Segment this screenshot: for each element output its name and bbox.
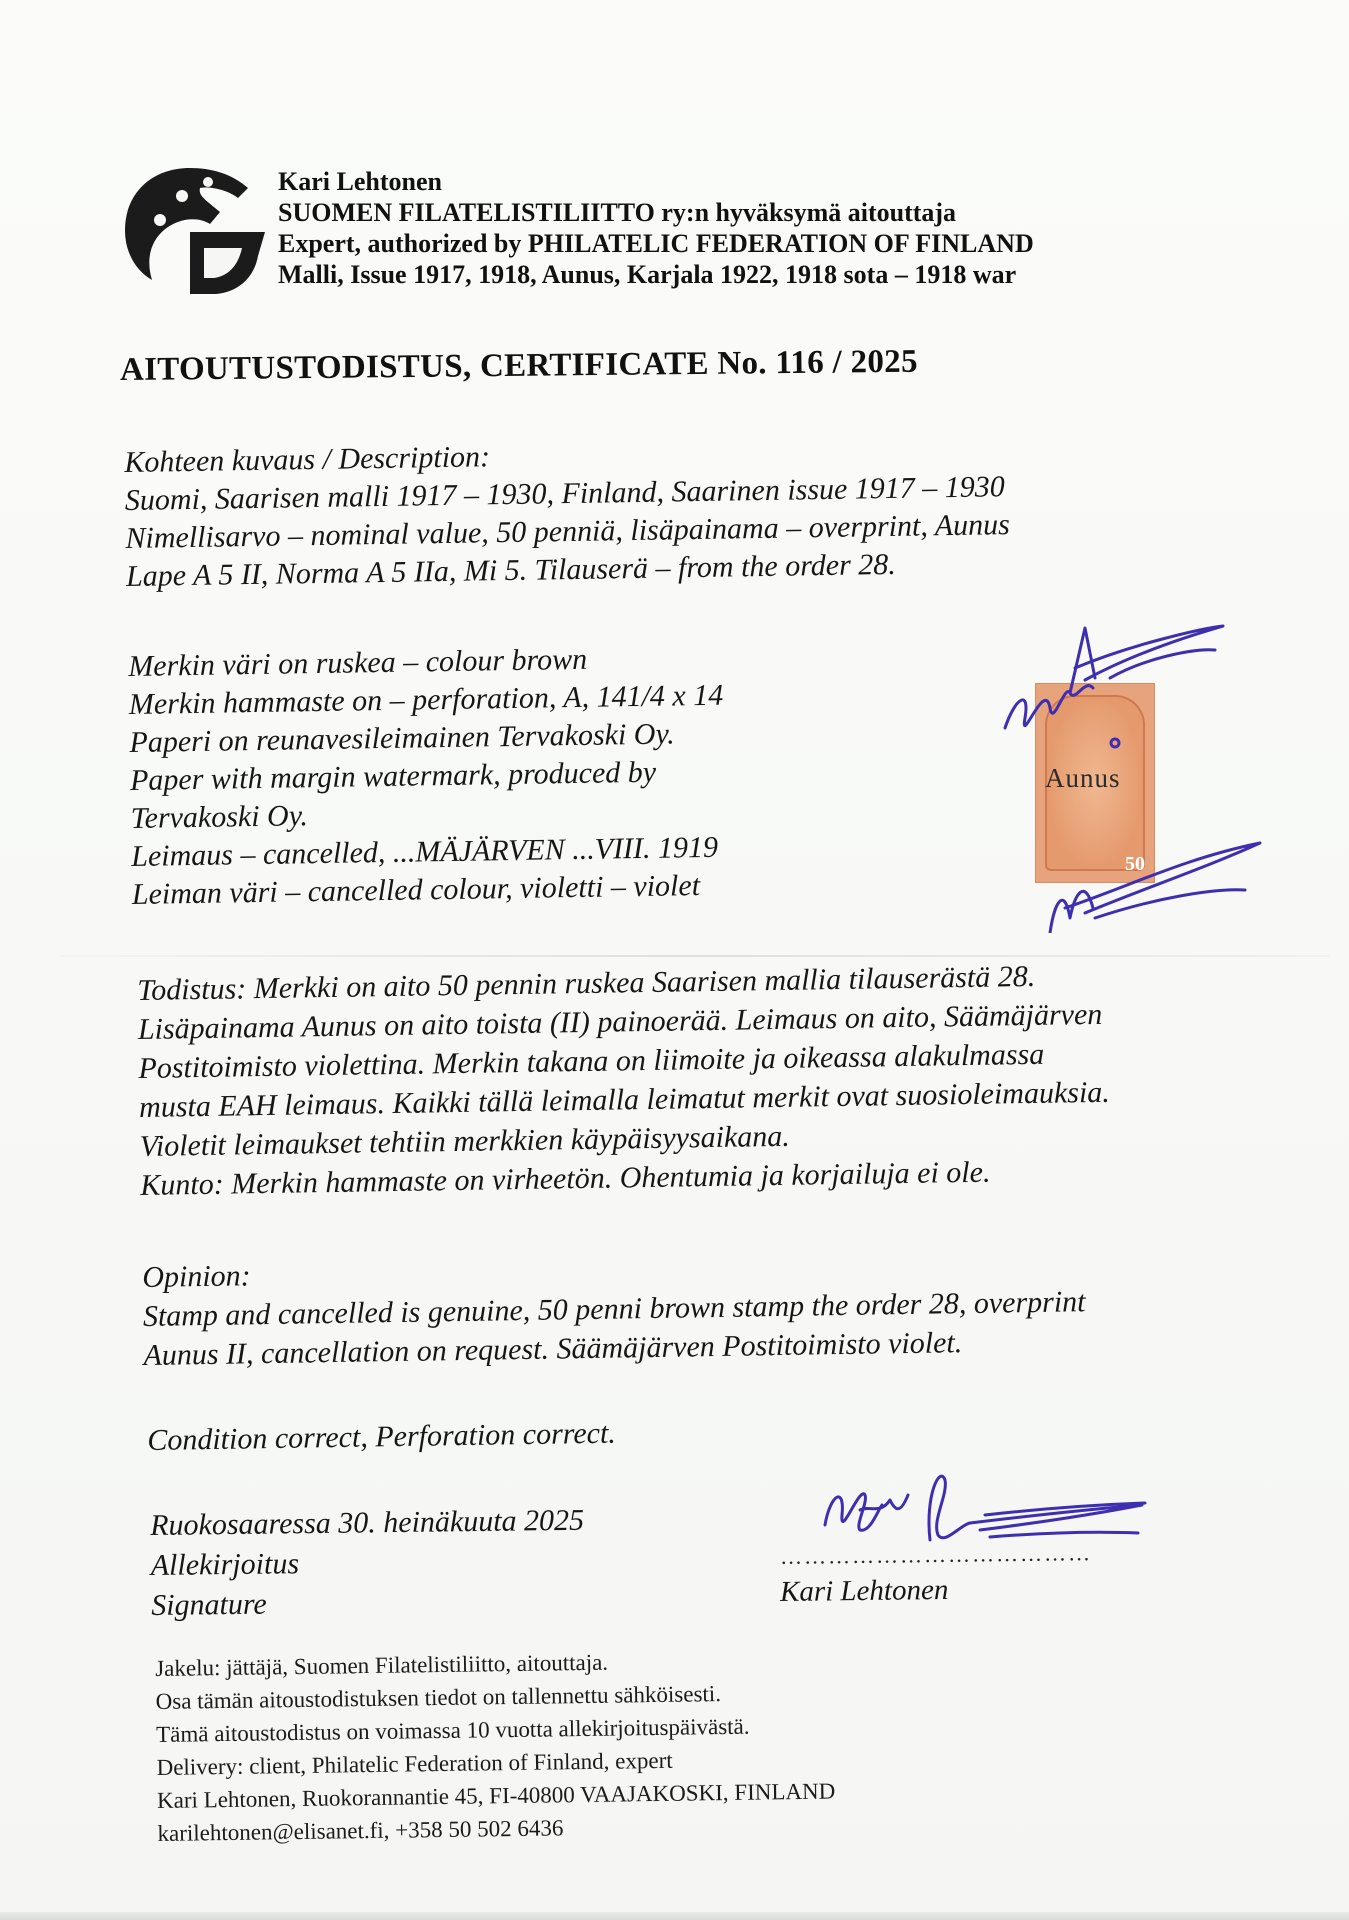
footer-line: Kari Lehtonen, Ruokorannantie 45, FI-40800 VAAJAKOSKI, FINLAND xyxy=(156,1778,836,1813)
header-line-1: SUOMEN FILATELISTILIITTO ry:n hyväksymä aitouttaja xyxy=(278,198,957,227)
stamp-detail-line: Tervakoski Oy. xyxy=(130,799,309,835)
stamp-overprint: Aunus xyxy=(1045,763,1121,793)
description-line: Kohteen kuvaus / Description: xyxy=(124,440,491,479)
description-line: Lape A 5 II, Norma A 5 IIa, Mi 5. Tilauserä – from the order 28. xyxy=(125,547,896,593)
todistus-line: Kunto: Merkin hammaste on virheetön. Ohentumia ja korjailuja ei ole. xyxy=(140,1155,991,1202)
header-block xyxy=(278,166,1034,290)
footer-line: Jakelu: jättäjä, Suomen Filatelistiliitto, aitouttaja. xyxy=(155,1649,609,1681)
header-line-3: Malli, Issue 1917, 1918, Aunus, Karjala 1922, 1918 sota – 1918 war xyxy=(278,260,1017,289)
stamp-image xyxy=(975,588,1275,933)
opinion-line: Stamp and cancelled is genuine, 50 penni brown stamp the order 28, overprint xyxy=(142,1285,1086,1333)
stamp-detail-line: Merkin väri on ruskea – colour brown xyxy=(128,642,588,683)
certificate-title: AITOUTUSTODISTUS, CERTIFICATE No. 116 / 2025 xyxy=(119,343,918,388)
signature-name: Kari Lehtonen xyxy=(779,1573,949,1609)
signature-line: ………………………………… xyxy=(779,1540,1093,1569)
footer-block xyxy=(155,1643,836,1850)
stamp-detail-line: Leimaus – cancelled, ...MÄJÄRVEN ...VIII. 1919 xyxy=(131,830,719,873)
description-line: Nimellisarvo – nominal value, 50 penniä, lisäpainama – overprint, Aunus xyxy=(125,508,1011,555)
signature-label-en: Signature xyxy=(151,1587,267,1622)
todistus-line: Postitoimisto violettina. Merkin takana on liimoite ja oikeassa alakulmassa xyxy=(138,1037,1045,1085)
todistus-line: Todistus: Merkki on aito 50 pennin ruskea Saarisen mallia tilauserästä 28. xyxy=(137,959,1036,1007)
condition-line: Condition correct, Perforation correct. xyxy=(147,1416,617,1457)
todistus-line: Lisäpainama Aunus on aito toista (II) painoerää. Leimaus on aito, Säämäjärven xyxy=(137,997,1103,1046)
stamp-detail-line: Merkin hammaste on – perforation, A, 141/4 x 14 xyxy=(128,678,724,721)
expert-name: Kari Lehtonen xyxy=(278,167,442,196)
paper-fold xyxy=(60,955,1329,957)
place-date-block xyxy=(150,1501,585,1626)
expert-mark-icon xyxy=(975,588,1275,933)
federation-logo xyxy=(120,160,270,300)
todistus-line: Violetit leimaukset tehtiin merkkien käypäisyysaikana. xyxy=(139,1119,791,1163)
place-date: Ruokosaaressa 30. heinäkuuta 2025 xyxy=(150,1503,585,1542)
signature-label-fi: Allekirjoitus xyxy=(150,1547,300,1582)
stamp-details-block xyxy=(128,639,726,914)
footer-line: Tämä aitoustodistus on voimassa 10 vuotta allekirjoituspäivästä. xyxy=(155,1713,750,1747)
handwritten-signature-icon xyxy=(820,1455,1150,1550)
opinion-line: Aunus II, cancellation on request. Säämäjärven Postitoimisto violet. xyxy=(143,1326,963,1372)
todistus-line: musta EAH leimaus. Kaikki tällä leimalla leimatut merkit ovat suosioleimauksia. xyxy=(138,1075,1111,1124)
description-block xyxy=(124,430,1011,596)
stamp-value: 50 xyxy=(1125,853,1145,875)
stamp-detail-line: Paper with margin watermark, produced by xyxy=(129,755,657,797)
paper-edge xyxy=(0,1912,1349,1920)
footer-line: Osa tämän aitoustodistuksen tiedot on tallennettu sähköisesti. xyxy=(155,1681,722,1714)
stamp-detail-line: Leiman väri – cancelled colour, violetti – violet xyxy=(131,869,701,911)
footer-contact: karilehtonen@elisanet.fi, +358 50 502 6436 xyxy=(157,1815,564,1846)
todistus-block xyxy=(137,956,1111,1205)
header-line-2: Expert, authorized by PHILATELIC FEDERATION OF FINLAND xyxy=(278,229,1034,258)
opinion-heading: Opinion: xyxy=(142,1259,251,1294)
description-line: Suomi, Saarisen malli 1917 – 1930, Finland, Saarinen issue 1917 – 1930 xyxy=(124,470,1006,517)
opinion-block xyxy=(142,1243,1086,1375)
footer-line: Delivery: client, Philatelic Federation of Finland, expert xyxy=(156,1747,673,1780)
stamp-detail-line: Paperi on reunavesileimainen Tervakoski Oy. xyxy=(129,717,675,759)
